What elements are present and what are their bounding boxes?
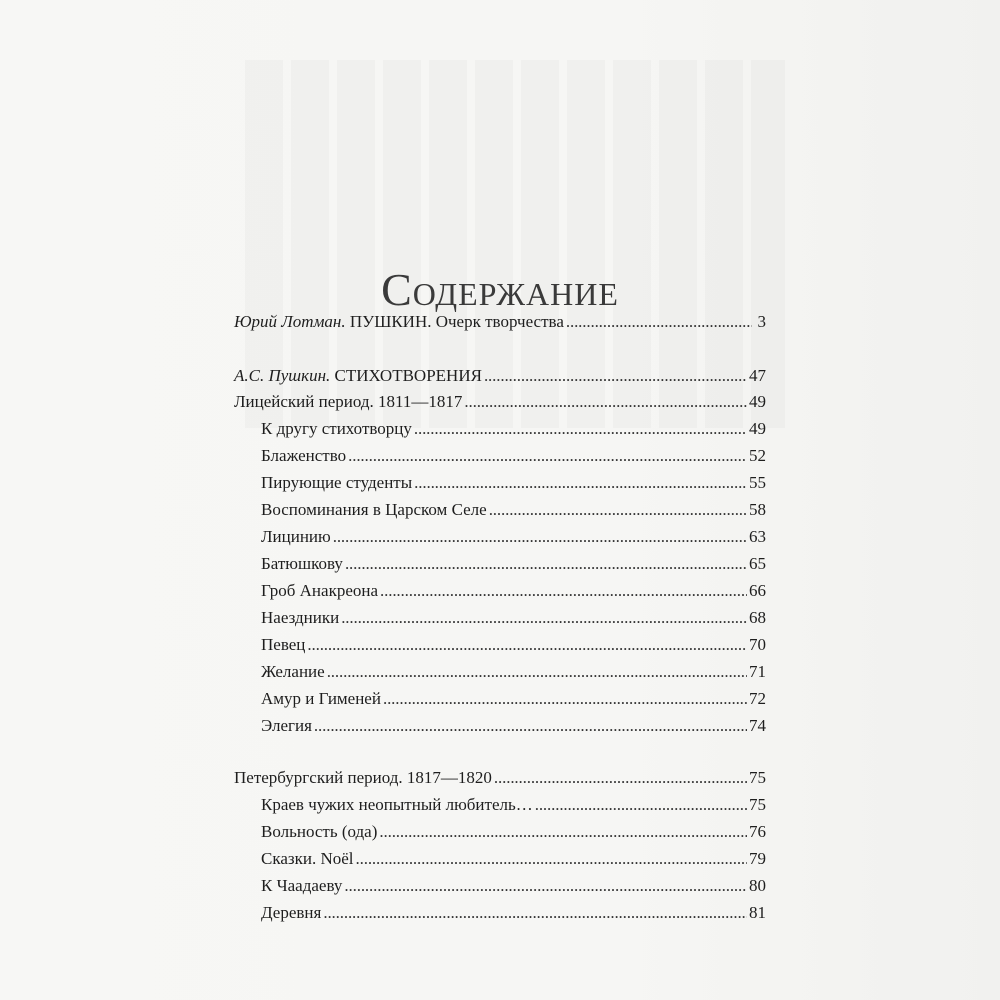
dot-leader (348, 446, 747, 466)
dot-leader (341, 608, 747, 628)
entry-page: 58 (749, 500, 766, 519)
dot-leader (327, 662, 747, 682)
entry-page: 55 (749, 473, 766, 492)
dot-leader (333, 527, 747, 547)
entry-title: Батюшкову (261, 554, 343, 573)
toc-entry[interactable] (234, 419, 766, 445)
toc-entry[interactable] (234, 903, 766, 929)
entry-page: 70 (749, 635, 766, 654)
entry-page: 75 (749, 795, 766, 814)
dot-leader (344, 876, 747, 896)
entry-author: А.С. Пушкин. (234, 366, 331, 385)
entry-author: Юрий Лотман. (234, 312, 346, 331)
toc-entry-petersburg-period[interactable] (234, 768, 766, 794)
entry-page: 76 (749, 822, 766, 841)
entry-title: Деревня (261, 903, 322, 922)
entry-page: 65 (749, 554, 766, 573)
dot-leader (494, 768, 747, 788)
entry-title: Гроб Анакреона (261, 581, 379, 600)
entry-title: Блаженство (261, 446, 347, 465)
toc-entry[interactable] (234, 554, 766, 580)
dot-leader (464, 392, 747, 412)
dot-leader (323, 903, 747, 923)
toc-entry[interactable] (234, 635, 766, 661)
entry-title: Лицинию (261, 527, 331, 546)
entry-title: Вольность (ода) (261, 822, 378, 841)
entry-page: 47 (749, 366, 766, 385)
entry-page: 72 (749, 689, 766, 708)
entry-title: Петербургский период. 1817—1820 (234, 768, 492, 787)
dot-leader (379, 822, 747, 842)
entry-page: 71 (749, 662, 766, 681)
entry-title: Пирующие студенты (261, 473, 413, 492)
entry-title: Наездники (261, 608, 340, 627)
entry-page: 49 (749, 392, 766, 411)
entry-page: 63 (749, 527, 766, 546)
entry-page: 74 (749, 716, 766, 735)
toc-entry[interactable] (234, 795, 766, 821)
toc-entry[interactable] (234, 822, 766, 848)
entry-page: 52 (749, 446, 766, 465)
entry-title: К другу стихотворцу (261, 419, 412, 438)
toc-entry[interactable] (234, 876, 766, 902)
entry-title: ПУШКИН. Очерк творчества (349, 312, 564, 331)
page-title: Содержание (381, 263, 619, 315)
dot-leader (380, 581, 747, 601)
entry-page: 49 (749, 419, 766, 438)
entry-page: 80 (749, 876, 766, 895)
toc-entry-lyceum-period[interactable] (234, 392, 766, 418)
toc-entry[interactable] (234, 446, 766, 472)
toc-entry[interactable] (234, 608, 766, 634)
entry-page: 79 (749, 849, 766, 868)
toc-entry[interactable] (234, 473, 766, 499)
entry-title: К Чаадаеву (261, 876, 343, 895)
dot-leader (484, 366, 747, 386)
entry-title: Певец (261, 635, 306, 654)
dot-leader (414, 473, 747, 493)
toc-entry[interactable] (234, 581, 766, 607)
entry-page: 75 (749, 768, 766, 787)
dot-leader (314, 716, 747, 736)
dot-leader (414, 419, 747, 439)
dot-leader (566, 312, 752, 332)
toc-entry-pushkin-poems[interactable] (234, 366, 766, 392)
dot-leader (383, 689, 747, 709)
entry-page: 68 (749, 608, 766, 627)
toc-entry[interactable] (234, 849, 766, 875)
entry-title: Воспоминания в Царском Селе (261, 500, 487, 519)
entry-title: Элегия (261, 716, 312, 735)
toc-entry[interactable] (234, 689, 766, 715)
entry-title: Амур и Гименей (261, 689, 381, 708)
entry-title: Сказки. Noёl (261, 849, 354, 868)
entry-title: Желание (261, 662, 325, 681)
entry-title: Краев чужих неопытный любитель… (261, 795, 533, 814)
dot-leader (489, 500, 747, 520)
dot-leader (345, 554, 747, 574)
entry-page: 66 (749, 581, 766, 600)
entry-title: Лицейский период. 1811—1817 (234, 392, 463, 411)
toc-entry[interactable] (234, 716, 766, 742)
toc-entry[interactable] (234, 500, 766, 526)
entry-title: СТИХОТВОРЕНИЯ (334, 366, 482, 385)
entry-page: 3 (757, 312, 766, 331)
dot-leader (535, 795, 747, 815)
entry-page: 81 (749, 903, 766, 922)
dot-leader (307, 635, 747, 655)
toc-entry[interactable] (234, 527, 766, 553)
toc-entry-lotman[interactable] (234, 312, 766, 338)
toc-entry[interactable] (234, 662, 766, 688)
dot-leader (356, 849, 747, 869)
